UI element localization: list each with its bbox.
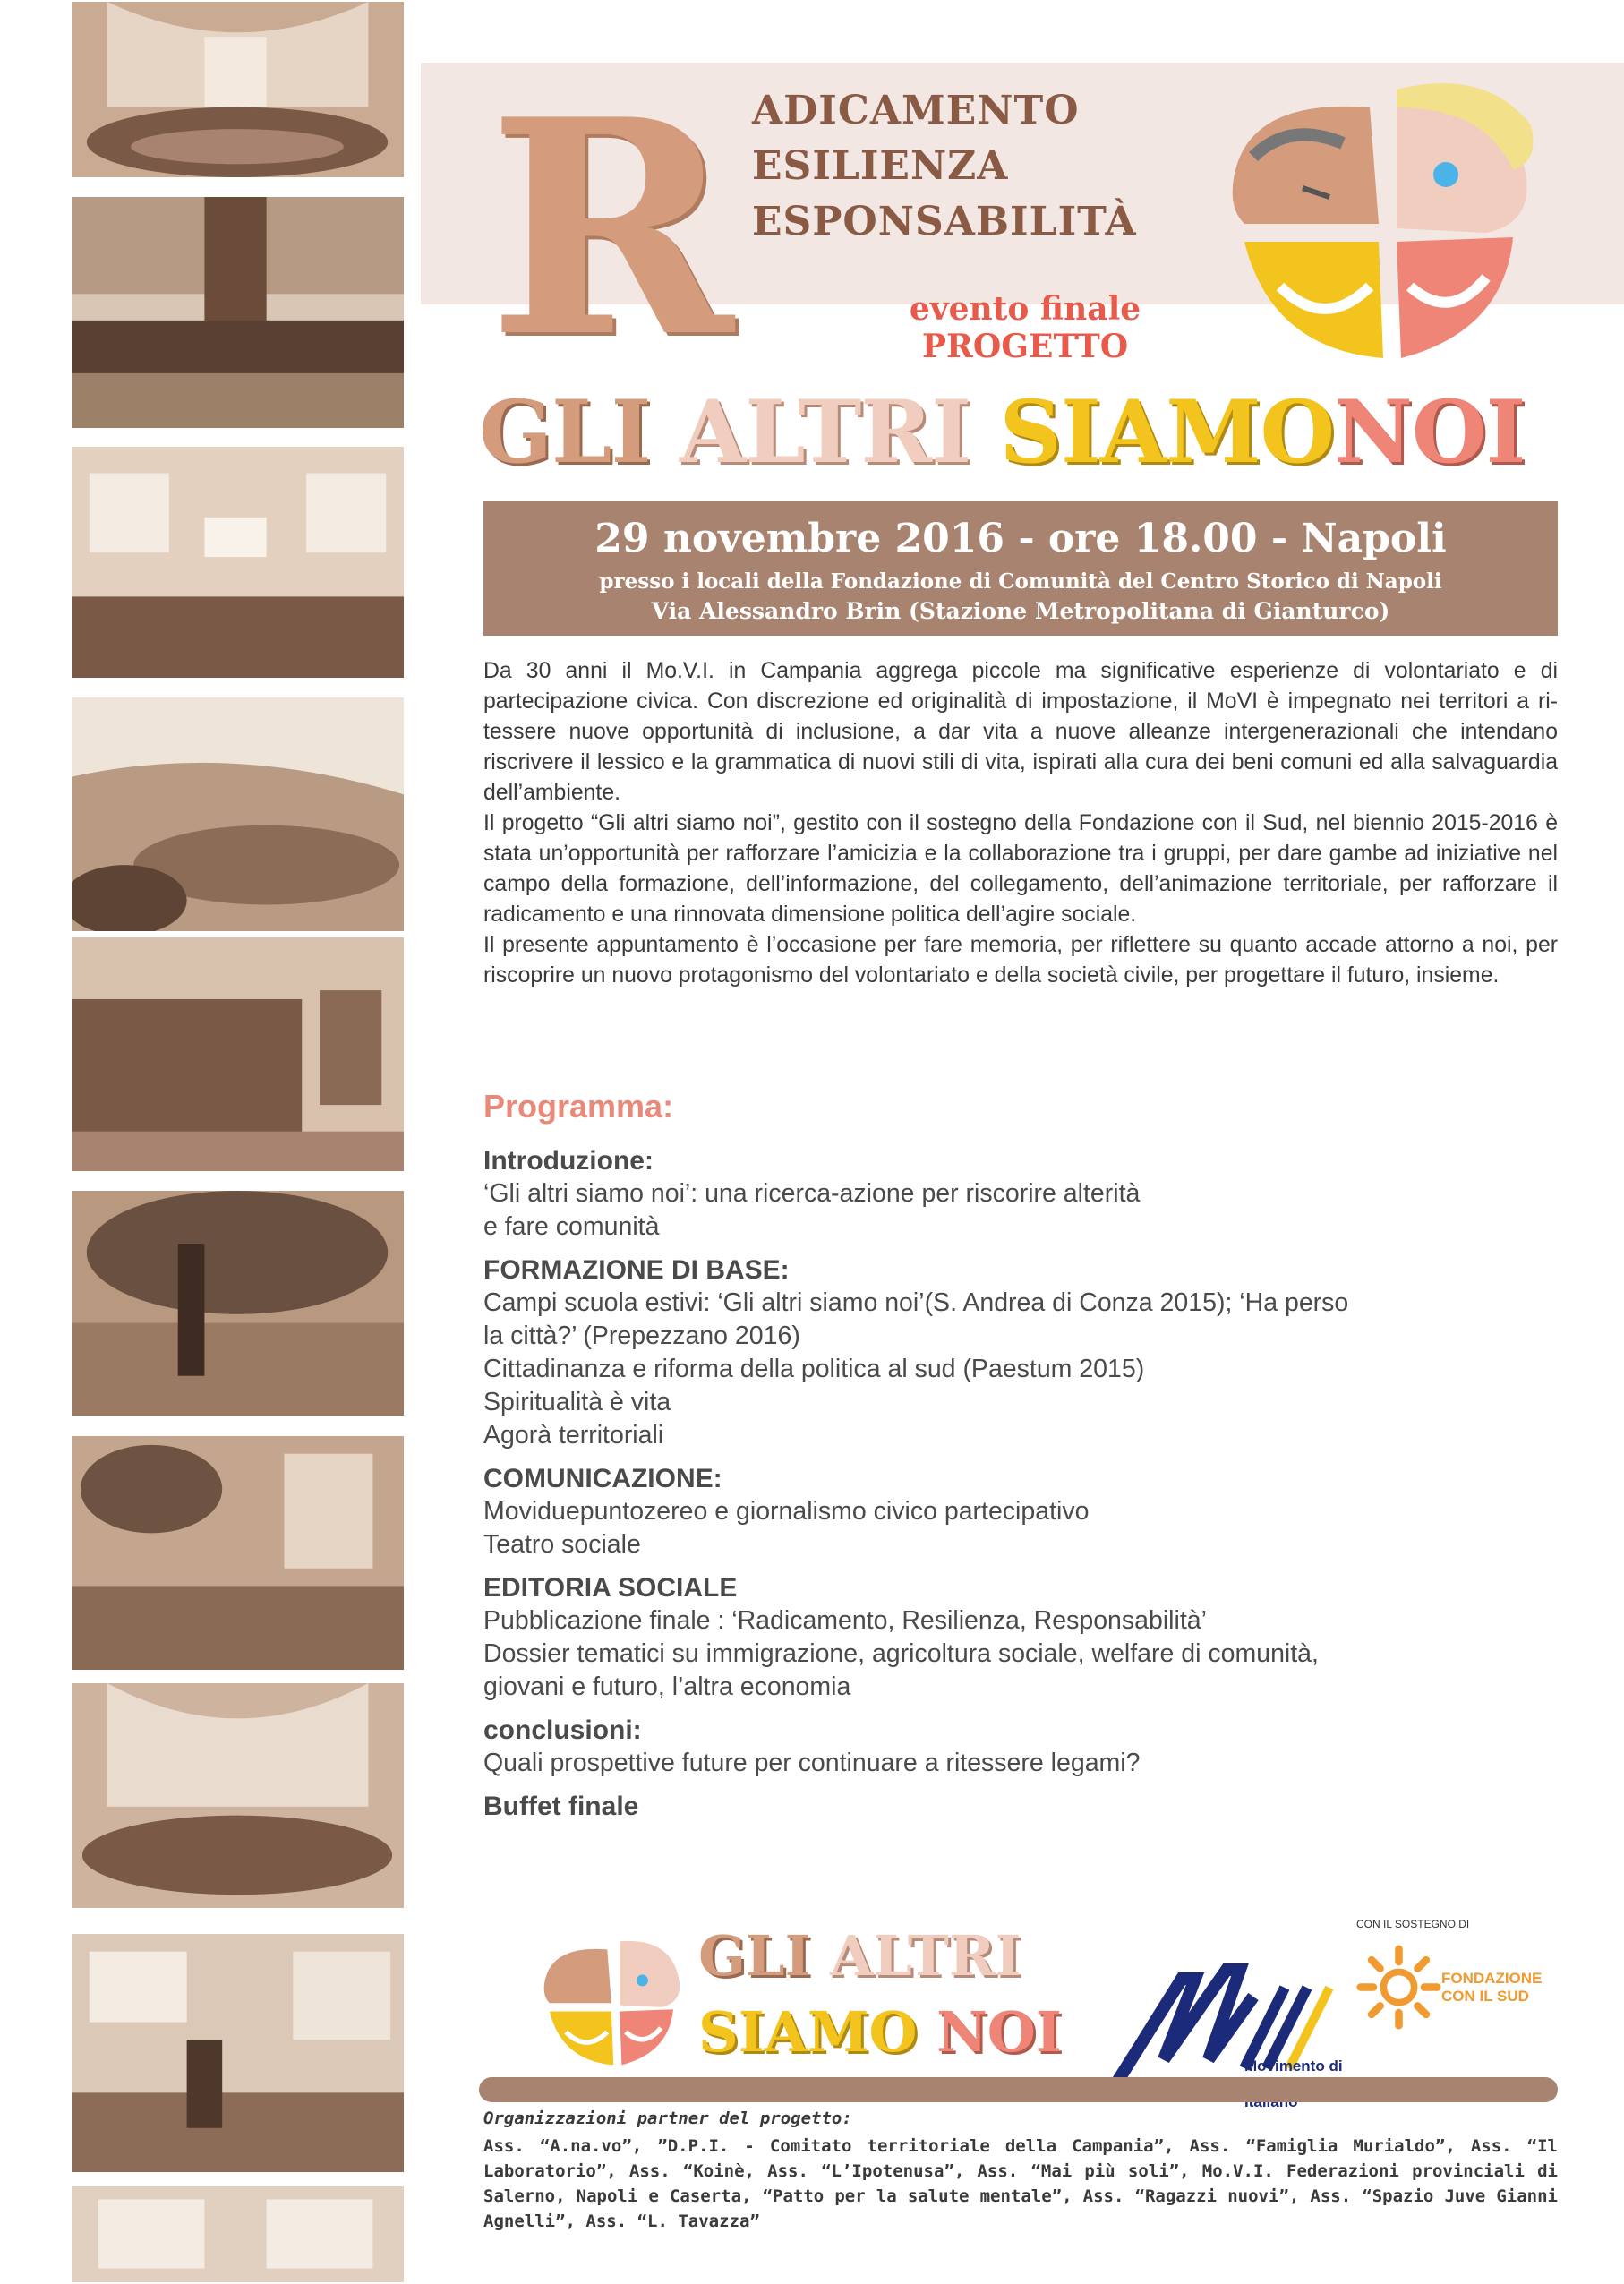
partners-title: Organizzazioni partner del progetto:: [483, 2109, 852, 2128]
title-noi: NOI: [1334, 381, 1526, 483]
program-item: giovani e futuro, l’altra economia: [483, 1672, 851, 1701]
event-location: presso i locali della Fondazione di Comunità del Centro Storico di Napoli: [599, 569, 1442, 594]
intro-paragraph: Il presente appuntamento è l’occasione per fare memoria, per riflettere su quanto accade attorno a noi, per riscoprire un nuovo protagonismo del volontariato e della società civile, per progettare il futuro, insieme.: [483, 933, 1558, 988]
program-item: Quali prospettive future per continuare a ritessere legami?: [483, 1749, 1141, 1777]
big-r-letter: R: [488, 55, 734, 402]
event-address: Via Alessandro Brin (Stazione Metropolitana di Gianturco): [651, 598, 1390, 624]
photo-group-tree: [70, 195, 406, 430]
photo-hall-meeting: [70, 0, 406, 179]
footer-divider-bar: [479, 2077, 1558, 2102]
program-item: Dossier tematici su immigrazione, agricoltura sociale, welfare di comunità,: [483, 1639, 1319, 1668]
partners-list: Ass. “A.na.vo”, ”D.P.I. - Comitato territoriale della Campania”, Ass. “Famiglia Murialdo”, Ass. “Il Laboratorio”, Ass. “Koinè, Ass. “L’Ipotenusa”, Ass. “Mai più soli”, Mo.V.I. Federazioni provinciali di Salerno, Napoli e Caserta, “Patto per la salute mentale”, Ass. “Ragazzi nuovi”, Ass. “Spazio Juve Gianni Agnelli”, Ass. “L. Tavazza”: [483, 2136, 1558, 2231]
intro-paragraph: Il progetto “Gli altri siamo noi”, gestito con il sostegno della Fondazione con il Sud, nel biennio 2015-2016 è stata un’opportunità per rafforzare l’amicizia e la collaborazione tra i gruppi, per dare gambe ad iniziative nel campo della formazione, dell’informazione, del collegamento, dell’animazione territoriale, per rafforzare il radicamento e una rinnovata dimensione politica dell’agire sociale.: [483, 811, 1558, 927]
footer-project-logo: [537, 1916, 1074, 2095]
section-heading: FORMAZIONE DI BASE:: [483, 1255, 790, 1285]
project-title: [479, 383, 1525, 482]
photo-windows-room: [70, 2185, 406, 2284]
fondazione-line: CON IL SUD: [1441, 1988, 1529, 2005]
r-word-radicamento: ADICAMENTO: [752, 88, 1080, 133]
event-details-band: [483, 501, 1558, 636]
faces-logo-icon: [1218, 72, 1558, 367]
section-heading: conclusioni:: [483, 1715, 642, 1745]
photo-column: [0, 0, 421, 2284]
section-heading: Buffet finale: [483, 1792, 639, 1821]
movi-line: Movimento di: [1244, 2057, 1343, 2074]
evento-line-2: PROGETTO: [921, 328, 1129, 365]
evento-finale-text: [877, 290, 1173, 365]
footer-siamo: SIAMO: [698, 1999, 918, 2065]
section-heading: EDITORIA SOCIALE: [483, 1573, 738, 1603]
photo-hall-circle: [70, 1681, 406, 1910]
intro-paragraph: Da 30 anni il Mo.V.I. in Campania aggrega piccole ma significative esperienze di volontariato e di partecipazione civica. Con discrezione ed originalità di impostazione, il MoVI è impegnato nei territori a ri-tessere nuove opportunità di inclusione, a dar vita a nuove alleanze intergenerazionali che intendano riscrivere il lessico e la grammatica di nuovi stili di vita, ispirati alla cura dei beni comuni ed alla salvaguardia dell’ambiente.: [483, 659, 1558, 805]
r-word-responsabilita: ESPONSABILITÀ: [752, 199, 1137, 244]
r-word-resilienza: ESILIENZA: [752, 143, 1009, 189]
program-item: Teatro sociale: [483, 1530, 641, 1559]
program-item: Cittadinanza e riforma della politica al sud (Paestum 2015): [483, 1355, 1145, 1383]
photo-presentation-room: [70, 1932, 406, 2174]
program-item: la città?’ (Prepezzano 2016): [483, 1322, 800, 1350]
programma-section: [483, 1088, 1558, 1823]
sun-logo-icon: [1356, 1945, 1441, 2030]
section-heading: COMUNICAZIONE:: [483, 1464, 722, 1493]
program-item: ‘Gli altri siamo noi’: una ricerca-azione per riscorire alterità: [483, 1179, 1141, 1208]
photo-people-standing: [70, 936, 406, 1173]
program-item: Moviduepuntozereo e giornalismo civico partecipativo: [483, 1497, 1090, 1526]
sostegno-label: CON IL SOSTEGNO DI: [1356, 1918, 1470, 1930]
title-gli: GLI: [479, 381, 651, 483]
event-date: 29 novembre 2016 - ore 18.00 - Napoli: [594, 516, 1447, 561]
footer-gli: GLI: [698, 1923, 811, 1989]
title-altri: ALTRI: [679, 381, 971, 483]
photo-classroom: [70, 445, 406, 680]
section-heading: Introduzione:: [483, 1146, 654, 1176]
footer-noi: NOI: [936, 1999, 1062, 2065]
title-siamo: SIAMO: [999, 381, 1335, 483]
program-item: Pubblicazione finale : ‘Radicamento, Resilienza, Responsabilità’: [483, 1606, 1207, 1635]
program-item: Agorà territoriali: [483, 1421, 664, 1450]
footer-altri: ALTRI: [830, 1923, 1021, 1989]
fondazione-line: FONDAZIONE: [1441, 1970, 1543, 1987]
program-item: Campi scuola estivi: ‘Gli altri siamo noi’(S. Andrea di Conza 2015); ‘Ha perso: [483, 1288, 1349, 1317]
footer-logo-line-1: [698, 1925, 1021, 1988]
intro-text: [483, 656, 1558, 991]
photo-indoor-seated: [70, 1434, 406, 1672]
evento-line-1: evento finale: [909, 290, 1141, 328]
faces-logo-small-icon: [537, 1925, 694, 2077]
program-item: e fare comunità: [483, 1212, 660, 1241]
programma-title: Programma:: [483, 1088, 674, 1125]
photo-performance: [70, 1189, 406, 1417]
footer-logo-line-2: [698, 2001, 1062, 2064]
photo-outdoor-circle: [70, 696, 406, 933]
fondazione-name: [1441, 1970, 1542, 2006]
program-item: Spiritualità è vita: [483, 1388, 671, 1416]
